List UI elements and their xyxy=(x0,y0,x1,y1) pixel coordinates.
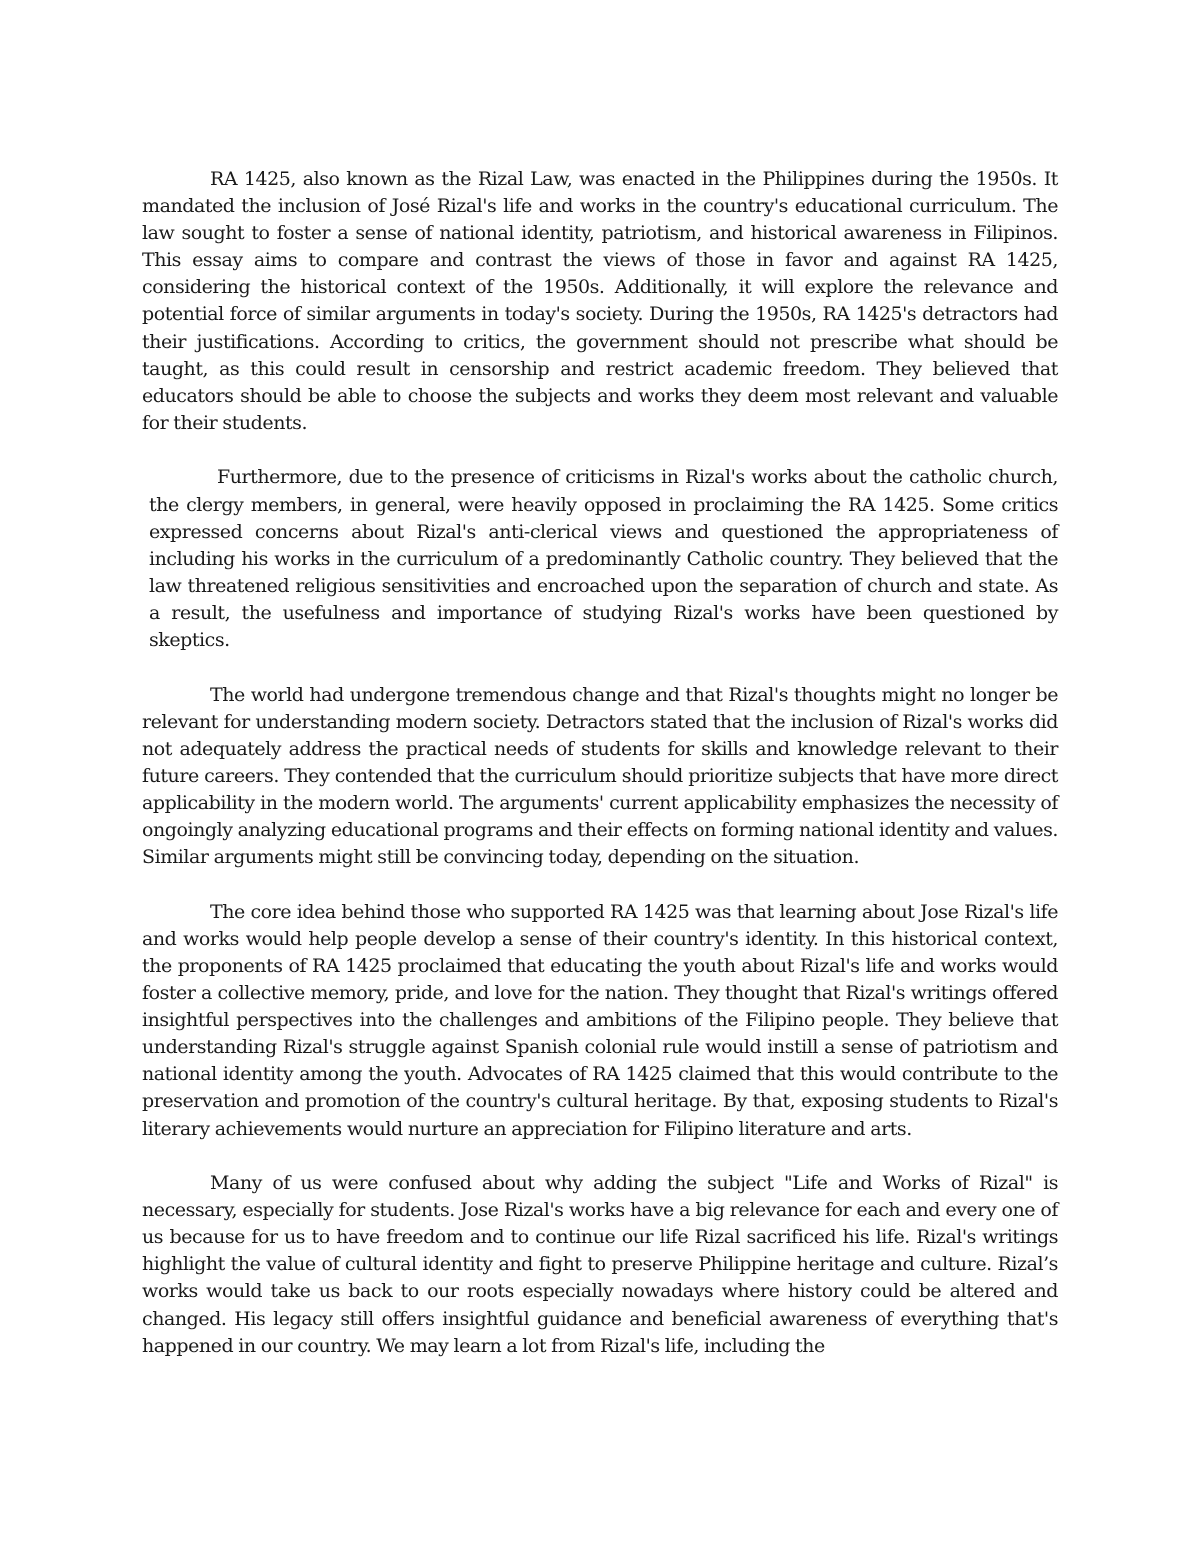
paragraph-modern-relevance: The world had undergone tremendous change and that Rizal's thoughts might no longer be relevant for understanding modern society. Detractors stated that the inclusion of Rizal's works did not adequately address the practical needs of students for skills and knowledge relevant to their future careers. They contended that the curriculum should prioritize subjects that have more direct applicability in the modern world. The arguments' current applicability emphasizes the necessity of ongoingly analyzing educational programs and their effects on forming national identity and values. Similar arguments might still be convincing today, depending on the situation. xyxy=(142,683,1058,869)
paragraph-personal-view: Many of us were confused about why adding the subject "Life and Works of Rizal" is necessary, especially for students. Jose Rizal's works have a big relevance for each and every one of us because for us to have freedom and to continue our life Rizal sacrificed his life. Rizal's writings highlight the value of cultural identity and fight to preserve Philippine heritage and culture. Rizal’s works would take us back to our roots especially nowadays where history could be altered and changed. His legacy still offers insightful guidance and beneficial awareness of everything that's happened in our country. We may learn a lot from Rizal's life, including the xyxy=(142,1172,1058,1357)
paragraph-clergy-opposition: Furthermore, due to the presence of criticisms in Rizal's works about the catholic church, the clergy members, in general, were heavily opposed in proclaiming the RA 1425. Some critics expressed concerns about Rizal's anti-clerical views and questioned the appropriateness of including his works in the curriculum of a predominantly Catholic country. They believed that the law threatened religious sensitivities and encroached upon the separation of church and state. As a result, the usefulness and importance of studying Rizal's works have been questioned by skeptics. xyxy=(149,466,1058,651)
essay-body xyxy=(142,166,1058,1387)
paragraph-supporters: The core idea behind those who supported RA 1425 was that learning about Jose Rizal's life and works would help people develop a sense of their country's identity. In this historical context, the proponents of RA 1425 proclaimed that educating the youth about Rizal's life and works would foster a collective memory, pride, and love for the nation. They thought that Rizal's writings offered insightful perspectives into the challenges and ambitions of the Filipino people. They believe that understanding Rizal's struggle against Spanish colonial rule would instill a sense of patriotism and national identity among the youth. Advocates of RA 1425 claimed that this would contribute to the preservation and promotion of the country's cultural heritage. By that, exposing students to Rizal's literary achievements would nurture an appreciation for Filipino literature and arts. xyxy=(142,900,1058,1140)
paragraph-intro: RA 1425, also known as the Rizal Law, was enacted in the Philippines during the 1950s. It mandated the inclusion of José Rizal's life and works in the country's educational curriculum. The law sought to foster a sense of national identity, patriotism, and historical awareness in Filipinos. This essay aims to compare and contrast the views of those in favor and against RA 1425, considering the historical context of the 1950s. Additionally, it will explore the relevance and potential force of similar arguments in today's society. During the 1950s, RA 1425's detractors had their justifications. According to critics, the government should not prescribe what should be taught, as this could result in censorship and restrict academic freedom. They believed that educators should be able to choose the subjects and works they deem most relevant and valuable for their students. xyxy=(142,168,1058,434)
